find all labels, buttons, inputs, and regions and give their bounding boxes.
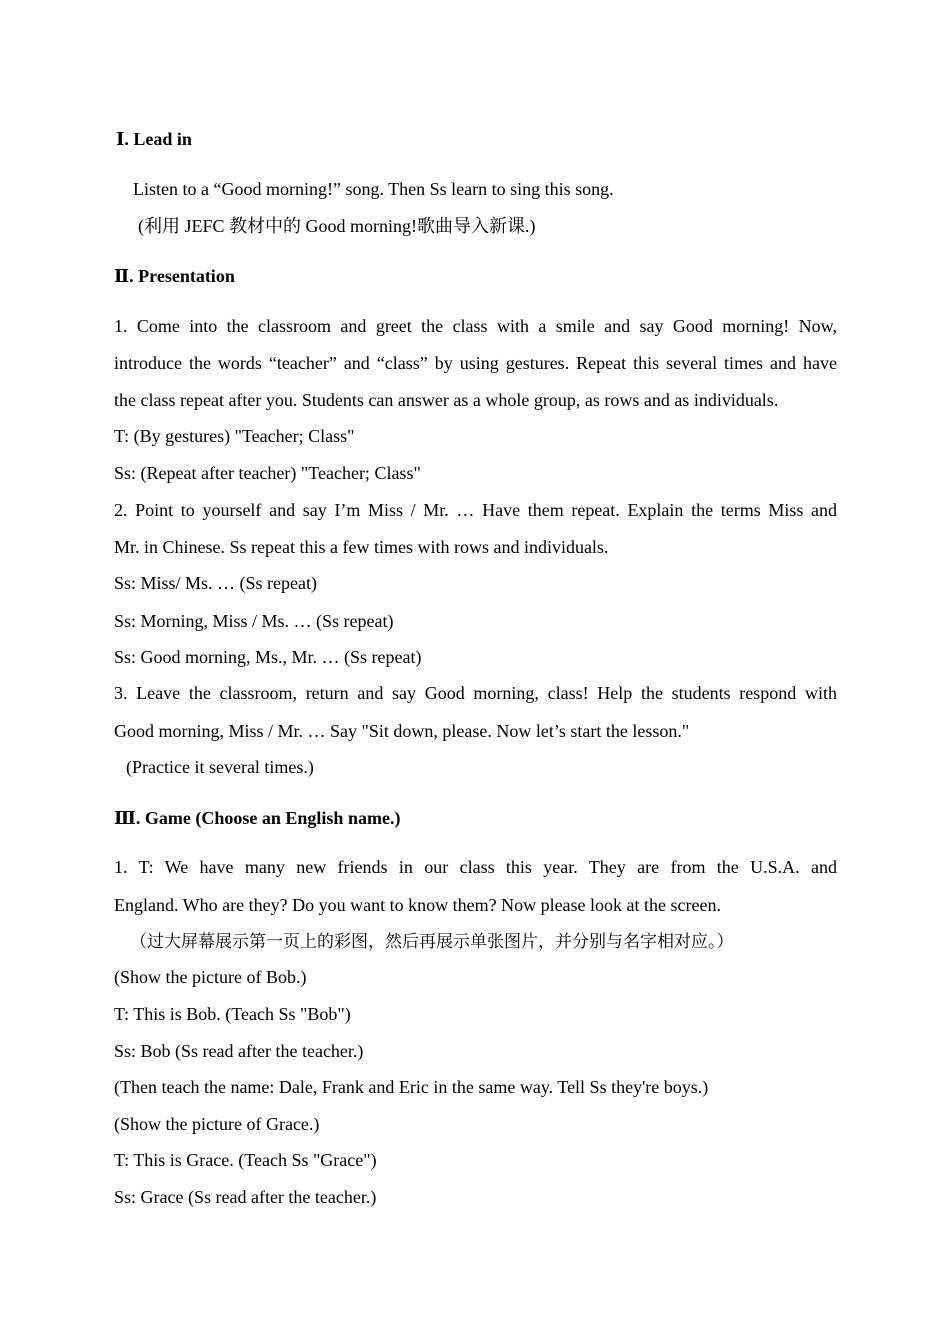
- game-line: 1. T: We have many new friends in our class this year. They are from the U.S.A. and: [114, 857, 837, 877]
- presentation-line: (Practice it several times.): [126, 757, 314, 777]
- presentation-line: Mr. in Chinese. Ss repeat this a few times with rows and individuals.: [114, 537, 609, 557]
- presentation-line: 3. Leave the classroom, return and say Good morning, class! Help the students respond with: [114, 683, 837, 703]
- presentation-line: the class repeat after you. Students can answer as a whole group, as rows and as individuals.: [114, 390, 779, 410]
- game-line: (Then teach the name: Dale, Frank and Eric in the same way. Tell Ss they're boys.): [114, 1077, 709, 1097]
- presentation-line: introduce the words “teacher” and “class” by using gestures. Repeat this several times and have: [114, 353, 837, 373]
- presentation-line: 1. Come into the classroom and greet the class with a smile and say Good morning! Now,: [114, 316, 837, 336]
- game-line: T: This is Grace. (Teach Ss "Grace"): [114, 1150, 377, 1170]
- lead-in-instruction: Listen to a “Good morning!” song. Then Ss learn to sing this song.: [133, 179, 614, 199]
- presentation-line: Ss: Miss/ Ms. … (Ss repeat): [114, 573, 318, 593]
- presentation-line: 2. Point to yourself and say I’m Miss / Mr. … Have them repeat. Explain the terms Miss and: [114, 500, 837, 520]
- presentation-line: Good morning, Miss / Mr. … Say "Sit down, please. Now let’s start the lesson.": [114, 721, 690, 741]
- game-line: (Show the picture of Bob.): [114, 967, 307, 987]
- section-heading-game: Ⅲ. Game (Choose an English name.): [114, 808, 401, 828]
- game-line: （过大屏幕展示第一页上的彩图，然后再展示单张图片，并分别与名字相对应。）: [130, 932, 734, 952]
- lead-in-note: (利用 JEFC 教材中的 Good morning!歌曲导入新课.): [138, 216, 536, 236]
- section-heading-lead-in: Ⅰ. Lead in: [116, 129, 192, 149]
- game-line: T: This is Bob. (Teach Ss "Bob"): [114, 1004, 351, 1024]
- game-line: (Show the picture of Grace.): [114, 1114, 320, 1134]
- presentation-line: T: (By gestures) "Teacher; Class": [114, 426, 355, 446]
- section-heading-presentation: Ⅱ. Presentation: [114, 266, 235, 286]
- presentation-line: Ss: Good morning, Ms., Mr. … (Ss repeat): [114, 647, 422, 667]
- presentation-line: Ss: Morning, Miss / Ms. … (Ss repeat): [114, 611, 394, 631]
- game-line: England. Who are they? Do you want to know them? Now please look at the screen.: [114, 895, 721, 915]
- presentation-line: Ss: (Repeat after teacher) "Teacher; Class": [114, 463, 421, 483]
- game-line: Ss: Grace (Ss read after the teacher.): [114, 1187, 377, 1207]
- game-line: Ss: Bob (Ss read after the teacher.): [114, 1041, 364, 1061]
